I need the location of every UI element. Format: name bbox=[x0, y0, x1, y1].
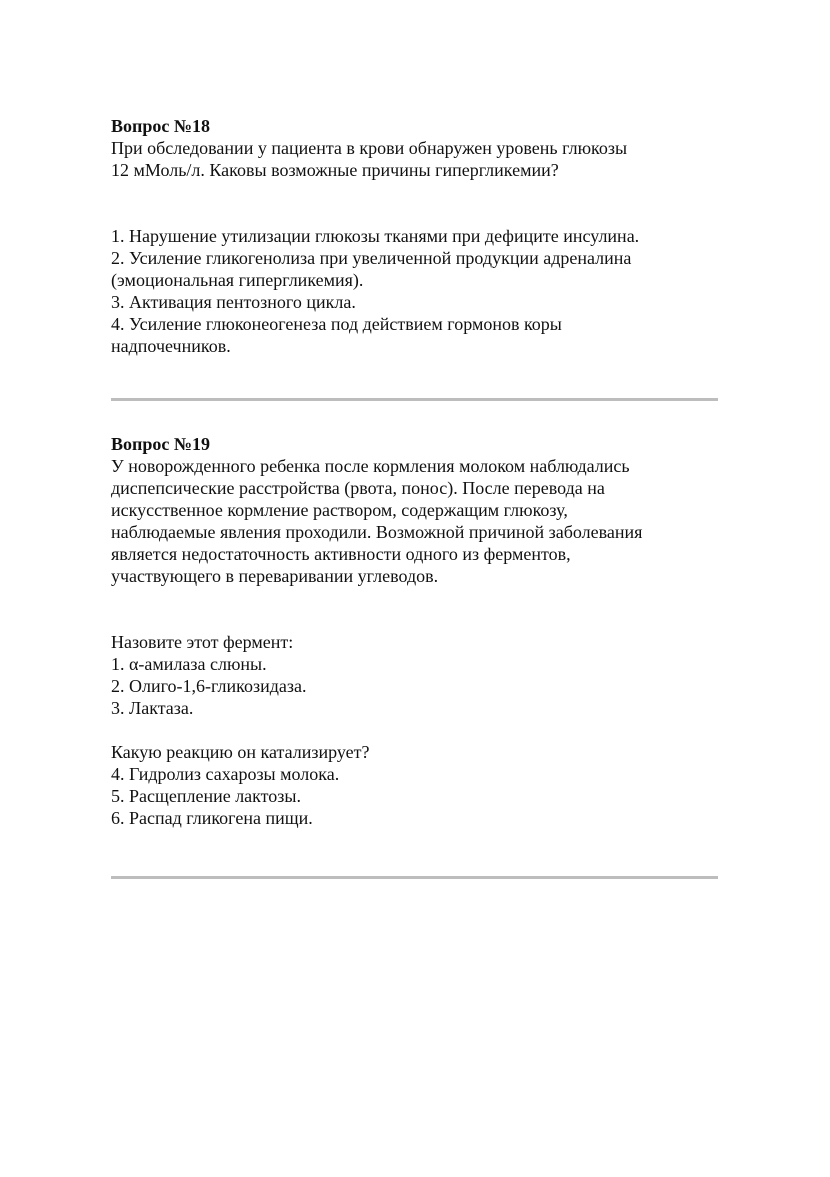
separator-line bbox=[111, 398, 718, 401]
question-18-option: 1. Нарушение утилизации глюкозы тканями при дефиците инсулина. bbox=[111, 226, 640, 246]
question-19-part1-prompt: Назовите этот фермент: bbox=[111, 632, 294, 652]
question-18-option: 4. Усиление глюконеогенеза под действием гормонов коры bbox=[111, 314, 562, 334]
question-18-option: (эмоциональная гипергликемия). bbox=[111, 270, 364, 290]
question-18-text-line: При обследовании у пациента в крови обнаружен уровень глюкозы bbox=[111, 138, 628, 158]
question-19-text-line: участвующего в переваривании углеводов. bbox=[111, 566, 439, 586]
question-19-option: 1. α-амилаза слюны. bbox=[111, 654, 267, 674]
question-19-option: 3. Лактаза. bbox=[111, 698, 194, 718]
question-19-part2-prompt: Какую реакцию он катализирует? bbox=[111, 742, 370, 762]
question-18-option: 3. Активация пентозного цикла. bbox=[111, 292, 356, 312]
question-18-title: Вопрос №18 bbox=[111, 116, 210, 136]
question-19-option: 5. Расщепление лактозы. bbox=[111, 786, 302, 806]
question-18-text-line: 12 мМоль/л. Каковы возможные причины гипергликемии? bbox=[111, 160, 559, 180]
question-18-option: 2. Усиление гликогенолиза при увеличенной продукции адреналина bbox=[111, 248, 632, 268]
question-19-text-line: наблюдаемые явления проходили. Возможной причиной заболевания bbox=[111, 522, 643, 542]
question-18-block bbox=[111, 115, 731, 357]
question-19-text-line: диспепсические расстройства (рвота, понос). После перевода на bbox=[111, 478, 605, 498]
question-19-text-line: искусственное кормление раствором, содержащим глюкозу, bbox=[111, 500, 568, 520]
question-19-title: Вопрос №19 bbox=[111, 434, 210, 454]
question-19-text-line: У новорожденного ребенка после кормления молоком наблюдались bbox=[111, 456, 630, 476]
separator-line bbox=[111, 876, 718, 879]
question-18-option: надпочечников. bbox=[111, 336, 231, 356]
question-19-text-line: является недостаточность активности одного из ферментов, bbox=[111, 544, 571, 564]
question-19-option: 6. Распад гликогена пищи. bbox=[111, 808, 313, 828]
question-19-option: 4. Гидролиз сахарозы молока. bbox=[111, 764, 340, 784]
question-19-block bbox=[111, 433, 731, 829]
question-19-option: 2. Олиго-1,6-гликозидаза. bbox=[111, 676, 307, 696]
